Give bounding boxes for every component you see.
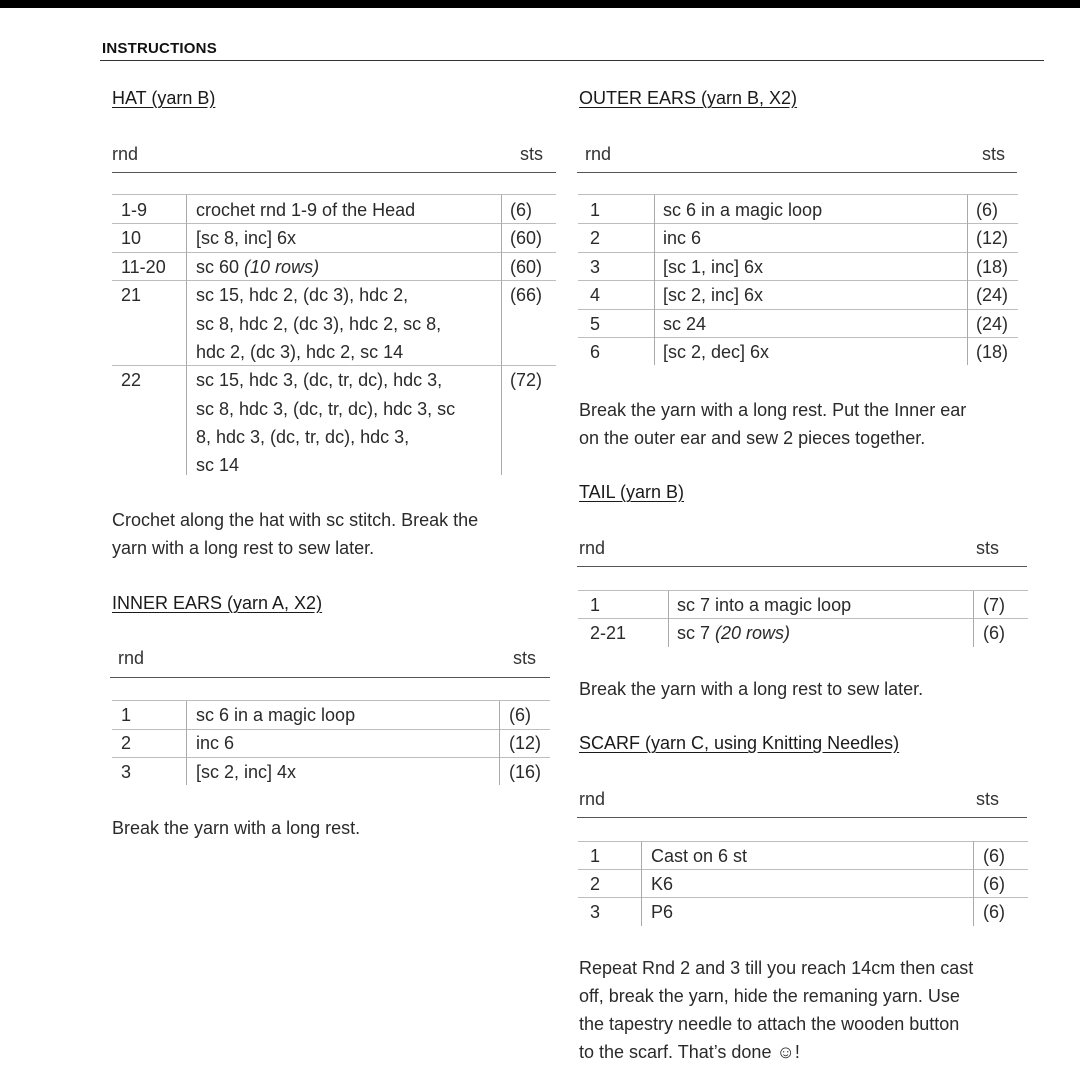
- row-rule: [578, 309, 1018, 310]
- tail-sts-header: sts: [976, 538, 1000, 558]
- rnd-cell: 2: [590, 228, 601, 248]
- document-title: INSTRUCTIONS: [102, 40, 217, 57]
- top-bar: [0, 0, 1080, 8]
- hat-header-rule: [112, 172, 556, 173]
- note-line: Break the yarn with a long rest.: [112, 818, 361, 838]
- note-line: on the outer ear and sew 2 pieces together.: [579, 428, 926, 448]
- note-line: to the scarf. That’s done ☺!: [579, 1042, 800, 1062]
- outer-ears-sts-header: sts: [982, 144, 1006, 164]
- scarf-sts-header: sts: [976, 789, 1000, 809]
- instruction-cell: sc 7 into a magic loop: [677, 595, 852, 615]
- sts-cell: (60): [510, 257, 543, 277]
- col-rule: [973, 842, 974, 926]
- instruction-cell: sc 24: [663, 314, 707, 334]
- rnd-cell: 22: [121, 370, 142, 390]
- instruction-line: hdc 2, (dc 3), hdc 2, sc 14: [196, 342, 404, 362]
- hat-note: [112, 506, 478, 562]
- instruction-cell: Cast on 6 st: [651, 846, 748, 866]
- instruction-cell: [sc 1, inc] 6x: [663, 257, 764, 277]
- outer-ears-note: [579, 396, 966, 452]
- sts-cell: (24): [976, 285, 1009, 305]
- note-line: Break the yarn with a long rest. Put the Inner ear: [579, 400, 967, 420]
- instruction-note: (10 rows): [244, 257, 320, 277]
- tail-note: [579, 675, 923, 703]
- instruction-line: sc 15, hdc 2, (dc 3), hdc 2,: [196, 285, 409, 305]
- rnd-cell: 2: [590, 874, 601, 894]
- rnd-cell: 1: [121, 705, 132, 725]
- instruction-cell: sc 6 in a magic loop: [663, 200, 823, 220]
- sts-cell: (6): [976, 200, 998, 220]
- rnd-cell: 2-21: [590, 623, 627, 643]
- instruction-line: sc 8, hdc 2, (dc 3), hdc 2, sc 8,: [196, 314, 442, 334]
- sts-cell: (12): [509, 733, 542, 753]
- row-rule: [112, 757, 550, 758]
- row-rule: [578, 194, 1018, 195]
- instruction-cell: [196, 253, 319, 282]
- sts-cell: (6): [510, 200, 532, 220]
- hat-row-rule: [112, 194, 556, 195]
- row-rule: [578, 280, 1018, 281]
- rnd-cell: 1: [590, 595, 601, 615]
- sts-cell: (6): [983, 874, 1005, 894]
- row-rule: [578, 841, 1028, 842]
- instruction-cell: [sc 2, inc] 6x: [663, 285, 764, 305]
- instruction-cell: P6: [651, 902, 674, 922]
- sts-cell: (18): [976, 342, 1009, 362]
- outer-ears-header-rule: [577, 172, 1017, 173]
- rnd-cell: 11-20: [121, 257, 166, 277]
- rnd-cell: 1: [590, 200, 601, 220]
- hat-heading: HAT (yarn B): [112, 88, 216, 108]
- tail-header-rule: [577, 566, 1027, 567]
- inner-ears-sts-header: sts: [513, 648, 537, 668]
- sts-cell: (12): [976, 228, 1009, 248]
- sts-cell: (72): [510, 370, 543, 390]
- col-rule: [973, 591, 974, 647]
- outer-ears-heading: OUTER EARS (yarn B, X2): [579, 88, 798, 108]
- instruction-cell: crochet rnd 1-9 of the Head: [196, 200, 416, 220]
- row-rule: [578, 337, 1018, 338]
- rnd-cell: 5: [590, 314, 601, 334]
- inner-ears-heading: INNER EARS (yarn A, X2): [112, 593, 323, 613]
- instruction-cell: inc 6: [663, 228, 702, 248]
- hat-rnd-header: rnd: [112, 144, 139, 164]
- col-rule: [499, 701, 500, 785]
- col-rule: [668, 591, 669, 647]
- col-rule: [967, 195, 968, 365]
- instruction-cell: K6: [651, 874, 674, 894]
- sts-cell: (6): [509, 705, 531, 725]
- instruction-line: sc 14: [196, 455, 240, 475]
- rnd-cell: 6: [590, 342, 601, 362]
- sts-cell: (6): [983, 846, 1005, 866]
- hat-col-rule: [501, 195, 502, 475]
- instruction-cell: sc 6 in a magic loop: [196, 705, 356, 725]
- row-rule: [578, 252, 1018, 253]
- hat-row-rule: [112, 252, 556, 253]
- note-line: the tapestry needle to attach the wooden button: [579, 1014, 960, 1034]
- note-line: off, break the yarn, hide the remaning yarn. Use: [579, 986, 960, 1006]
- title-divider: [100, 60, 1044, 61]
- inner-ears-note: [112, 814, 360, 842]
- instruction-text: sc 60: [196, 257, 240, 277]
- rnd-cell: 3: [590, 902, 601, 922]
- note-line: Break the yarn with a long rest to sew later.: [579, 679, 924, 699]
- col-rule: [186, 701, 187, 785]
- rnd-cell: 3: [590, 257, 601, 277]
- instruction-cell: inc 6: [196, 733, 235, 753]
- hat-sts-header: sts: [520, 144, 544, 164]
- scarf-note: [579, 954, 973, 1066]
- instruction-line: sc 15, hdc 3, (dc, tr, dc), hdc 3,: [196, 370, 443, 390]
- scarf-heading: SCARF (yarn C, using Knitting Needles): [579, 733, 900, 753]
- row-rule: [578, 869, 1028, 870]
- sts-cell: (66): [510, 285, 543, 305]
- instruction-line: 8, hdc 3, (dc, tr, dc), hdc 3,: [196, 427, 410, 447]
- sts-cell: (6): [983, 902, 1005, 922]
- rnd-cell: 1: [590, 846, 601, 866]
- col-rule: [654, 195, 655, 365]
- hat-col-rule: [186, 195, 187, 475]
- rnd-cell: 1-9: [121, 200, 148, 220]
- outer-ears-rnd-header: rnd: [585, 144, 612, 164]
- sts-cell: (7): [983, 595, 1005, 615]
- inner-ears-rnd-header: rnd: [118, 648, 145, 668]
- note-line: yarn with a long rest to sew later.: [112, 538, 375, 558]
- instruction-cell: [677, 619, 790, 648]
- tail-rnd-header: rnd: [579, 538, 606, 558]
- col-rule: [641, 842, 642, 926]
- sts-cell: (18): [976, 257, 1009, 277]
- row-rule: [578, 897, 1028, 898]
- rnd-cell: 2: [121, 733, 132, 753]
- sts-cell: (24): [976, 314, 1009, 334]
- instruction-cell: [sc 2, inc] 4x: [196, 762, 297, 782]
- instruction-cell: [sc 8, inc] 6x: [196, 228, 297, 248]
- instruction-text: sc 7: [677, 623, 711, 643]
- instruction-line: sc 8, hdc 3, (dc, tr, dc), hdc 3, sc: [196, 399, 456, 419]
- note-line: Crochet along the hat with sc stitch. Break the: [112, 510, 479, 530]
- tail-heading: TAIL (yarn B): [579, 482, 685, 502]
- sts-cell: (6): [983, 623, 1005, 643]
- rnd-cell: 10: [121, 228, 142, 248]
- instruction-note: (20 rows): [715, 623, 791, 643]
- rnd-cell: 4: [590, 285, 601, 305]
- note-line: Repeat Rnd 2 and 3 till you reach 14cm then cast: [579, 958, 974, 978]
- rnd-cell: 21: [121, 285, 142, 305]
- scarf-header-rule: [577, 817, 1027, 818]
- rnd-cell: 3: [121, 762, 132, 782]
- instruction-cell: [sc 2, dec] 6x: [663, 342, 770, 362]
- sts-cell: (16): [509, 762, 542, 782]
- inner-ears-header-rule: [110, 677, 550, 678]
- sts-cell: (60): [510, 228, 543, 248]
- scarf-rnd-header: rnd: [579, 789, 606, 809]
